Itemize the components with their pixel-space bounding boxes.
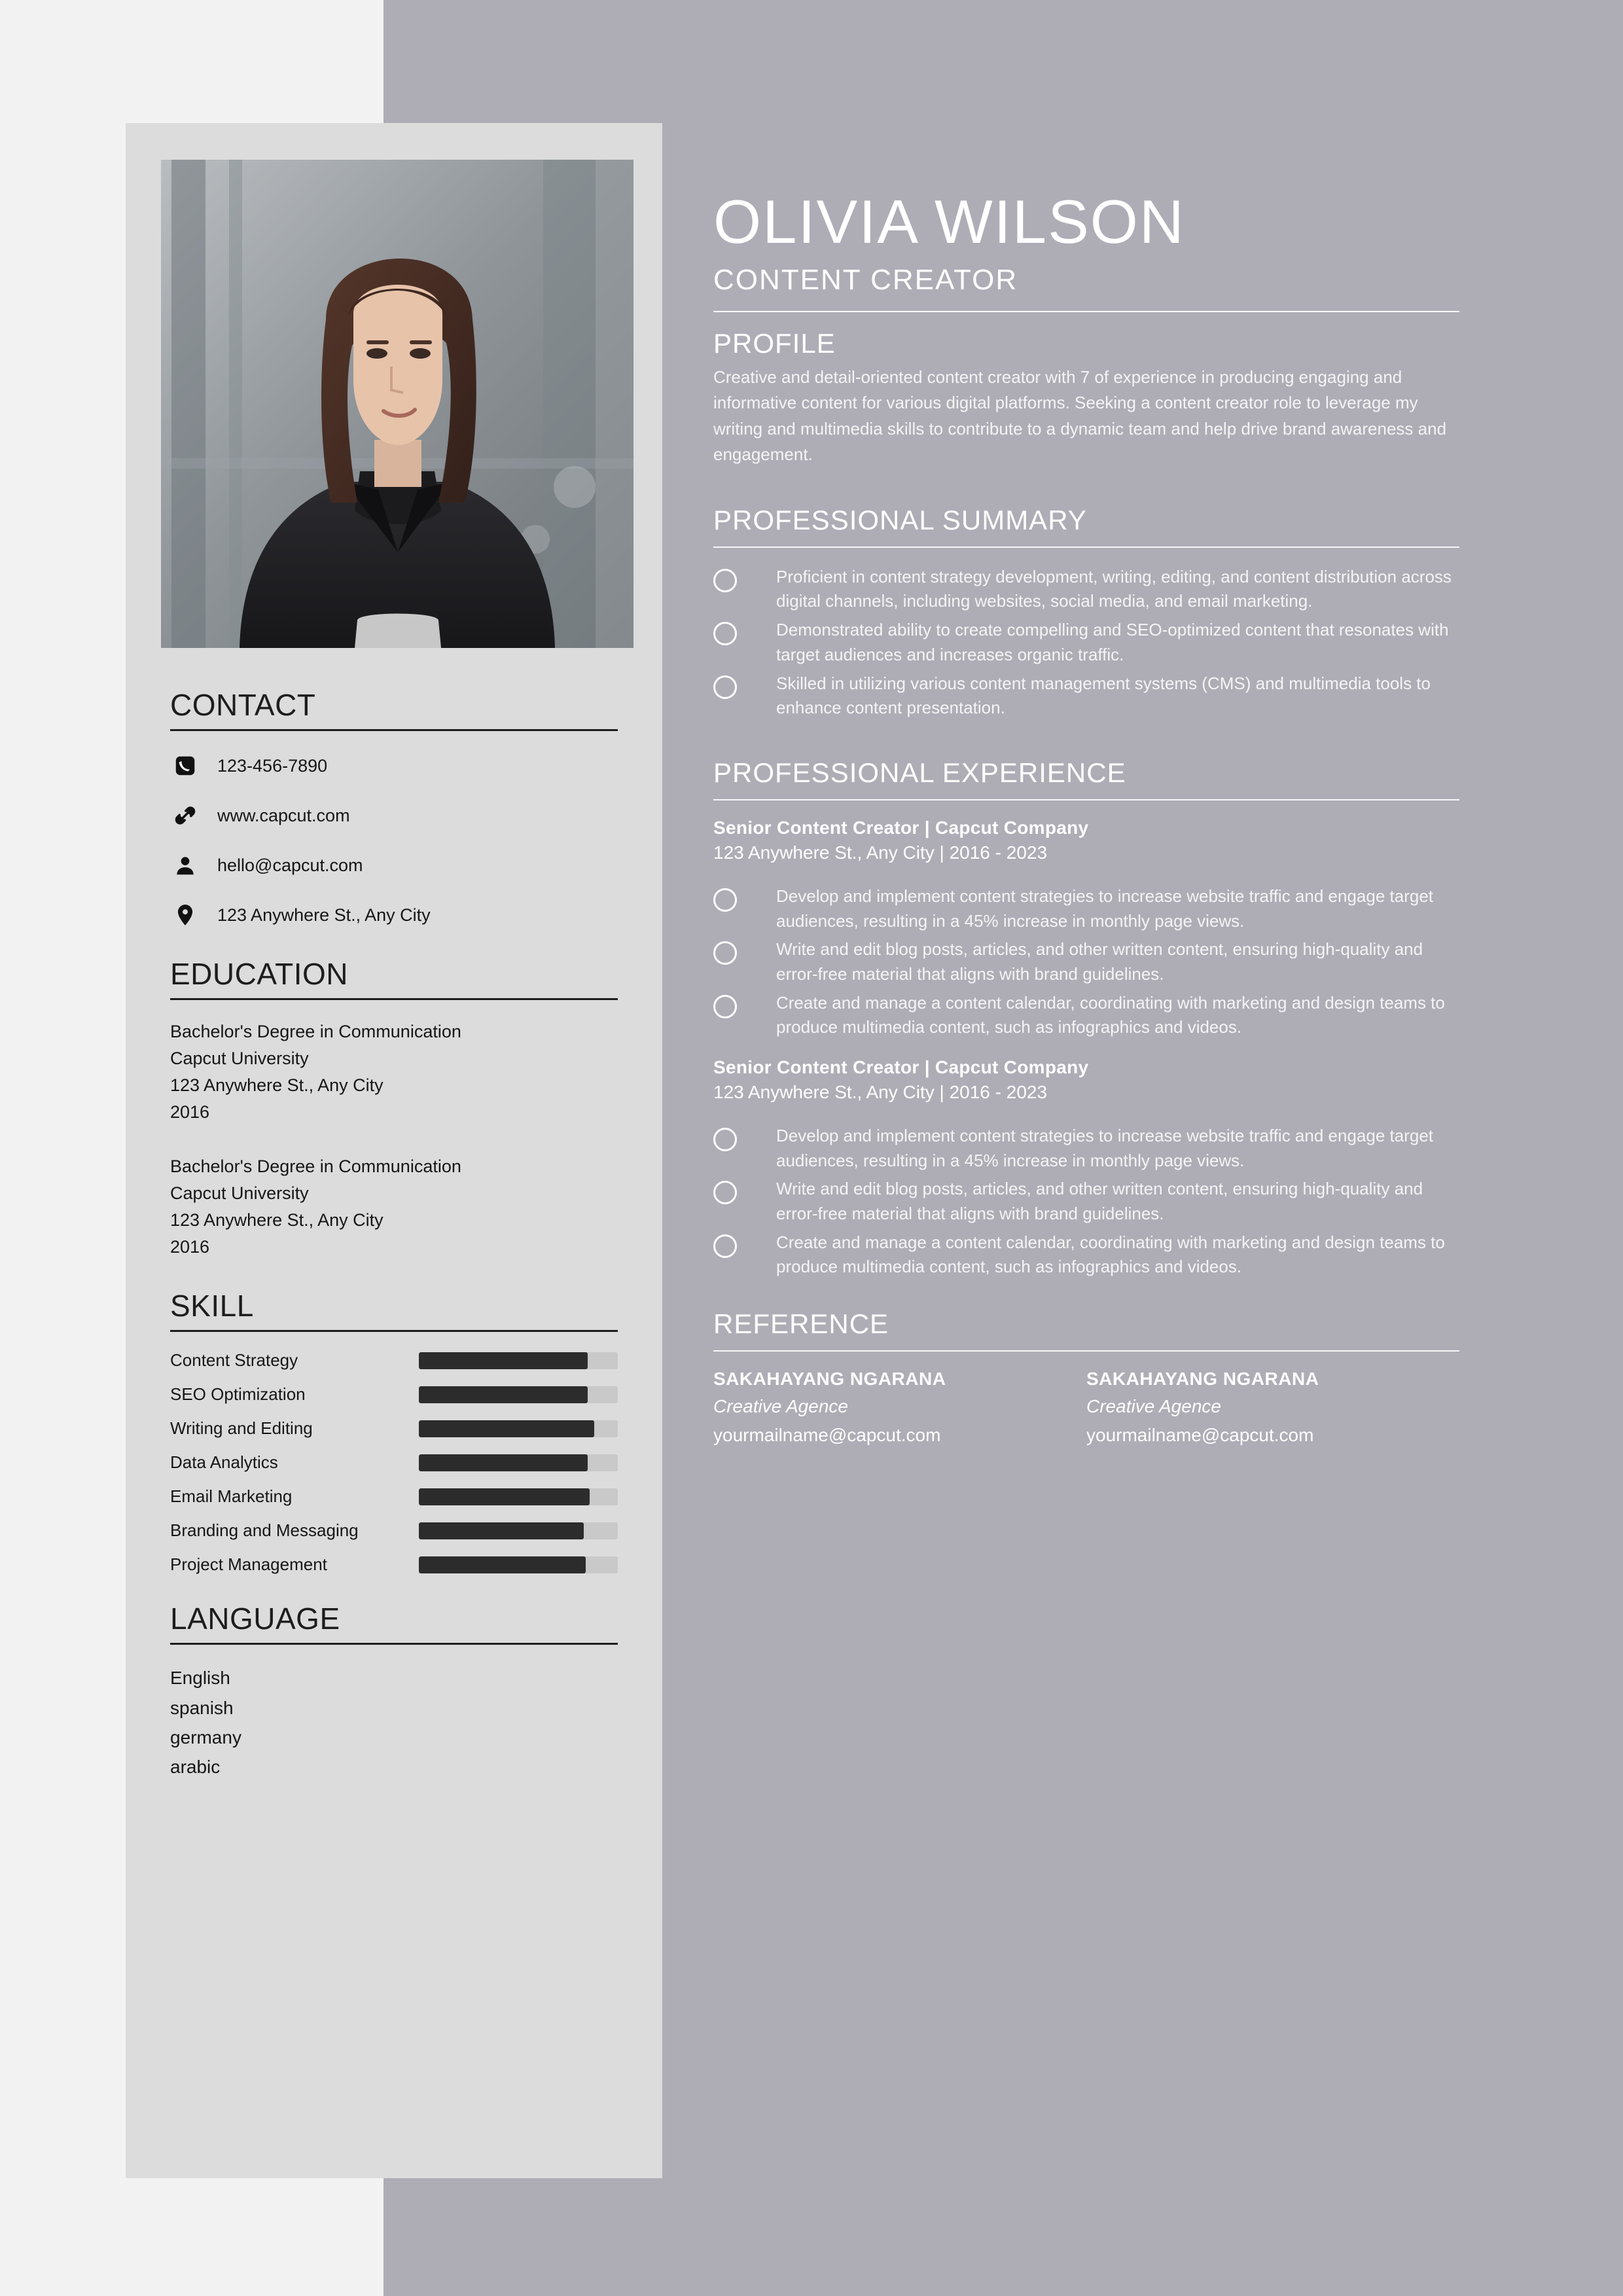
list-item-text: Create and manage a content calendar, coordinating with marketing and design teams to produce multimedia content, such as infographics and videos. xyxy=(776,1232,1445,1277)
education-school: Capcut University xyxy=(170,1049,309,1069)
circle-bullet-icon xyxy=(713,569,737,592)
skill-item xyxy=(170,1486,618,1507)
skill-fill xyxy=(419,1420,594,1437)
circle-bullet-icon xyxy=(713,941,737,965)
circle-bullet-icon xyxy=(713,1128,737,1151)
skill-fill xyxy=(419,1454,588,1471)
circle-bullet-icon xyxy=(713,995,737,1018)
experience-item xyxy=(713,1057,1459,1280)
page-title: OLIVIA WILSON xyxy=(713,187,1185,256)
skill-item xyxy=(170,1350,618,1371)
list-item-text: Develop and implement content strategies to increase website traffic and engage target audiences, resulting in a 45% increase in monthly page views. xyxy=(776,886,1434,931)
skill-fill xyxy=(419,1386,588,1403)
reference-email[interactable]: yourmailname@capcut.com xyxy=(1086,1425,1314,1446)
reference-item xyxy=(1086,1369,1459,1446)
skill-fill xyxy=(419,1522,584,1539)
divider xyxy=(170,729,618,731)
language-list xyxy=(170,1663,618,1782)
profile-heading: PROFILE xyxy=(713,327,836,359)
language-item: spanish xyxy=(170,1697,234,1718)
experience-meta: 123 Anywhere St., Any City | 2016 - 2023 xyxy=(713,1082,1048,1102)
reference-role: Creative Agence xyxy=(1086,1396,1221,1417)
list-item xyxy=(713,937,1459,986)
education-address: 123 Anywhere St., Any City xyxy=(170,1075,383,1096)
profile-text: Creative and detail-oriented content creator with 7 of experience in producing engaging and informative content for various digital platforms. Seeking a content creator role to leverage my writing and multimedia skills to contribute to a dynamic team and help drive brand awareness and engagement. xyxy=(713,367,1447,465)
contact-heading: CONTACT xyxy=(170,688,316,722)
list-item xyxy=(713,991,1459,1040)
contact-item-email[interactable] xyxy=(170,850,618,880)
experience-bullets xyxy=(713,884,1459,1040)
divider xyxy=(713,547,1459,548)
experience-item xyxy=(713,817,1459,1040)
education-degree: Bachelor's Degree in Communication xyxy=(170,1157,461,1177)
contact-item-website[interactable] xyxy=(170,800,618,831)
contact-value: hello@capcut.com xyxy=(217,855,363,875)
circle-bullet-icon xyxy=(713,622,737,645)
skill-item xyxy=(170,1452,618,1473)
skill-list xyxy=(170,1350,618,1575)
circle-bullet-icon xyxy=(713,888,737,912)
skill-bar xyxy=(419,1386,618,1403)
skill-fill xyxy=(419,1556,586,1573)
skill-fill xyxy=(419,1488,590,1505)
skill-fill xyxy=(419,1352,588,1369)
skill-label: Content Strategy xyxy=(170,1350,298,1371)
education-heading: EDUCATION xyxy=(170,957,348,991)
sidebar xyxy=(126,661,662,1782)
person-icon xyxy=(170,850,200,880)
education-school: Capcut University xyxy=(170,1183,309,1204)
professional-summary-heading: PROFESSIONAL SUMMARY xyxy=(713,504,1087,535)
skill-bar xyxy=(419,1454,618,1471)
list-item-text: Develop and implement content strategies to increase website traffic and engage target audiences, resulting in a 45% increase in monthly page views. xyxy=(776,1126,1434,1170)
language-item: germany xyxy=(170,1727,241,1748)
list-item-text: Write and edit blog posts, articles, and other written content, ensuring high-quality and error-free material that aligns with brand guidelines. xyxy=(776,939,1423,984)
phone-icon xyxy=(170,751,200,781)
contact-value: 123 Anywhere St., Any City xyxy=(217,905,431,925)
skill-bar xyxy=(419,1556,618,1573)
experience-title: Senior Content Creator | Capcut Company xyxy=(713,1057,1089,1077)
main-content xyxy=(713,187,1459,1446)
skill-heading: SKILL xyxy=(170,1289,254,1323)
list-item xyxy=(713,1124,1459,1173)
list-item-text: Create and manage a content calendar, coordinating with marketing and design teams to produce multimedia content, such as infographics and videos. xyxy=(776,992,1445,1037)
contact-value: www.capcut.com xyxy=(217,805,350,825)
skill-label: Writing and Editing xyxy=(170,1418,313,1439)
divider xyxy=(170,1330,618,1332)
skill-item xyxy=(170,1520,618,1541)
divider xyxy=(713,311,1459,312)
link-icon xyxy=(170,800,200,831)
reference-role: Creative Agence xyxy=(713,1396,848,1417)
list-item xyxy=(713,618,1459,667)
language-heading: LANGUAGE xyxy=(170,1602,340,1636)
language-item: English xyxy=(170,1668,230,1689)
list-item-text: Proficient in content strategy development, writing, editing, and content distribution across digital channels, including websites, social media, and email marketing. xyxy=(776,566,1452,611)
list-item xyxy=(713,884,1459,933)
list-item-text: Write and edit blog posts, articles, and other written content, ensuring high-quality and error-free material that aligns with brand guidelines. xyxy=(776,1179,1423,1224)
experience-meta: 123 Anywhere St., Any City | 2016 - 2023 xyxy=(713,842,1048,863)
list-item-text: Skilled in utilizing various content management systems (CMS) and multimedia tools to enhance content presentation. xyxy=(776,673,1431,718)
skill-bar xyxy=(419,1488,618,1505)
list-item xyxy=(713,672,1459,721)
contact-item-address[interactable] xyxy=(170,900,618,930)
skill-item xyxy=(170,1418,618,1439)
contact-value: 123-456-7890 xyxy=(217,755,328,776)
contact-list xyxy=(170,751,618,930)
professional-summary-list xyxy=(713,565,1459,721)
list-item xyxy=(713,1177,1459,1226)
experience-title: Senior Content Creator | Capcut Company xyxy=(713,817,1089,838)
list-item-text: Demonstrated ability to create compelling and SEO-optimized content that resonates with target audiences and increases organic traffic. xyxy=(776,620,1449,664)
circle-bullet-icon xyxy=(713,675,737,699)
divider xyxy=(170,1643,618,1645)
skill-label: Branding and Messaging xyxy=(170,1520,359,1541)
location-icon xyxy=(170,900,200,930)
education-item xyxy=(170,1018,618,1126)
education-address: 123 Anywhere St., Any City xyxy=(170,1210,383,1230)
skill-item xyxy=(170,1554,618,1575)
experience-bullets xyxy=(713,1124,1459,1280)
divider xyxy=(713,799,1459,800)
skill-label: Email Marketing xyxy=(170,1486,293,1507)
skill-bar xyxy=(419,1420,618,1437)
reference-item xyxy=(713,1369,1086,1446)
divider xyxy=(170,998,618,1000)
education-degree: Bachelor's Degree in Communication xyxy=(170,1022,461,1041)
education-year: 2016 xyxy=(170,1237,210,1257)
skill-bar xyxy=(419,1522,618,1539)
list-item xyxy=(713,1230,1459,1280)
circle-bullet-icon xyxy=(713,1181,737,1204)
skill-bar xyxy=(419,1352,618,1369)
reference-email[interactable]: yourmailname@capcut.com xyxy=(713,1425,941,1446)
reference-name: SAKAHAYANG NGARANA xyxy=(1086,1369,1319,1390)
reference-name: SAKAHAYANG NGARANA xyxy=(713,1369,946,1390)
job-role-subtitle: CONTENT CREATOR xyxy=(713,263,1018,296)
list-item xyxy=(713,565,1459,614)
skill-label: SEO Optimization xyxy=(170,1384,306,1405)
profile-photo xyxy=(161,160,633,648)
contact-item-phone[interactable] xyxy=(170,751,618,781)
reference-heading: REFERENCE xyxy=(713,1308,889,1340)
reference-list xyxy=(713,1369,1459,1446)
divider xyxy=(713,1350,1459,1352)
skill-label: Project Management xyxy=(170,1554,327,1575)
language-item: arabic xyxy=(170,1757,221,1778)
circle-bullet-icon xyxy=(713,1234,737,1258)
education-year: 2016 xyxy=(170,1102,210,1122)
skill-item xyxy=(170,1384,618,1405)
education-item xyxy=(170,1153,618,1261)
experience-heading: PROFESSIONAL EXPERIENCE xyxy=(713,757,1126,788)
skill-label: Data Analytics xyxy=(170,1452,278,1473)
